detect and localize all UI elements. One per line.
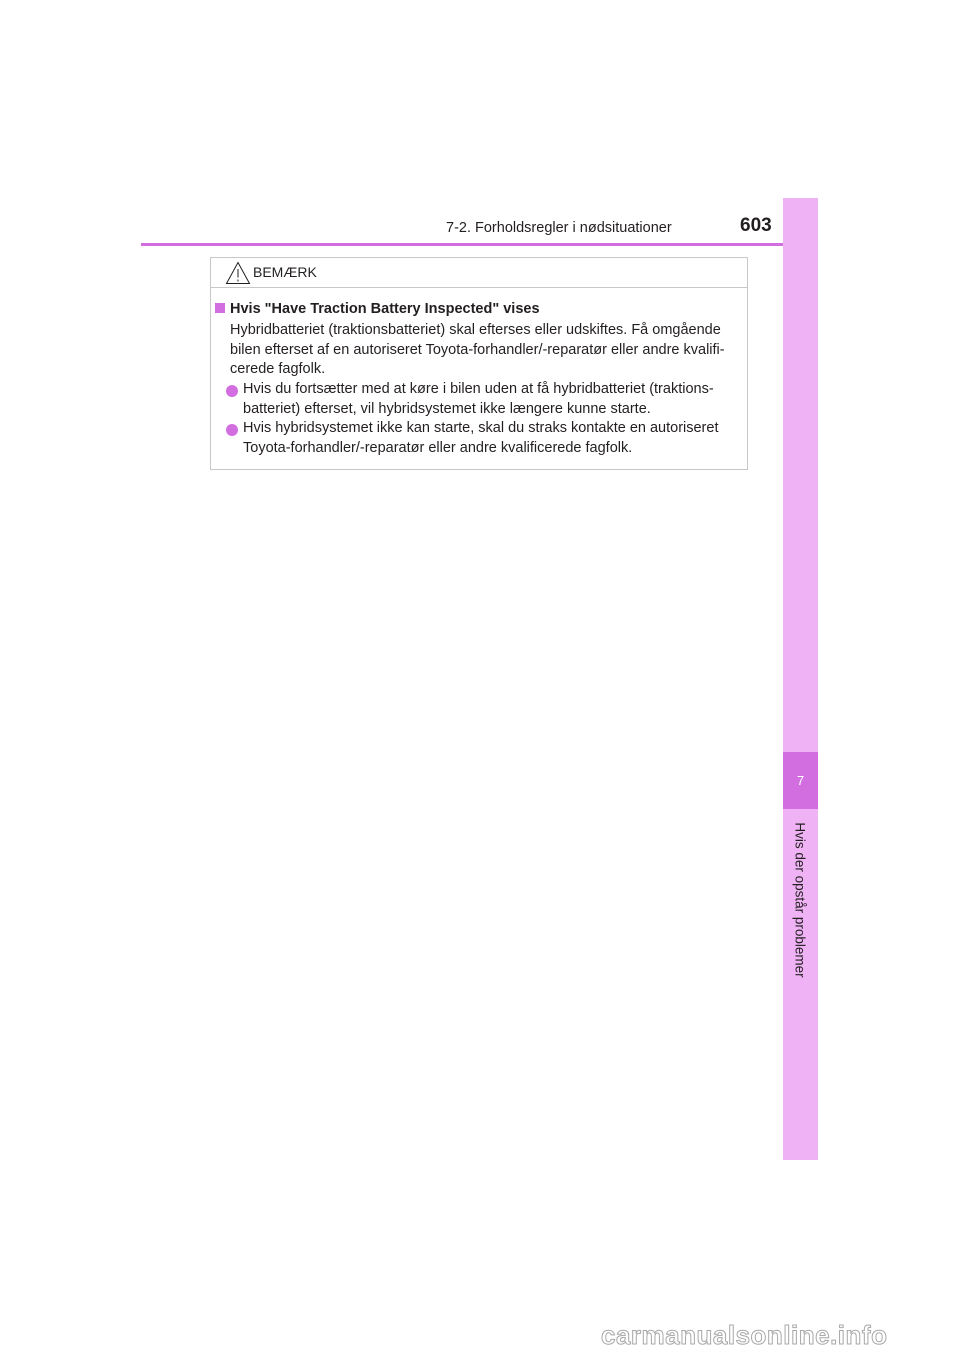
notice-heading (215, 301, 540, 317)
chapter-side-tab (783, 198, 818, 1160)
paragraph-line: bilen efterset af en autoriseret Toyota-forhandler/-reparatør eller andre kvalifi- (230, 341, 725, 358)
header-rule (141, 243, 818, 246)
circle-bullet-icon (226, 385, 238, 397)
section-title: 7-2. Forholdsregler i nødsituationer (446, 220, 672, 236)
bullet-item (243, 380, 743, 419)
watermark-logo (599, 1322, 954, 1350)
watermark-text: carmanualsonline.info (601, 1322, 888, 1350)
chapter-number: 7 (783, 752, 818, 809)
chapter-label: Hvis der opstår problemer (792, 822, 808, 978)
bullet-line: Hvis hybridsystemet ikke kan starte, skal du straks kontakte en autoriseret (243, 420, 719, 436)
bullet-item (243, 419, 743, 458)
square-bullet-icon (215, 303, 225, 313)
bullet-line: Toyota-forhandler/-reparatør eller andre kvalificerede fagfolk. (243, 439, 633, 456)
notice-heading-text: Hvis "Have Traction Battery Inspected" vises (230, 301, 540, 317)
notice-header (211, 258, 747, 288)
circle-bullet-icon (226, 424, 238, 436)
page-number: 603 (740, 215, 772, 236)
bullet-line: Hvis du fortsætter med at køre i bilen uden at få hybridbatteriet (traktions- (243, 381, 714, 397)
bullet-line: batteriet) efterset, vil hybridsystemet ikke længere kunne starte. (243, 400, 651, 417)
notice-box (210, 257, 748, 470)
notice-paragraph (230, 321, 742, 380)
paragraph-line: cerede fagfolk. (230, 361, 326, 377)
warning-triangle-icon (225, 261, 251, 285)
paragraph-line: Hybridbatteriet (traktionsbatteriet) skal efterses eller udskiftes. Få omgående (230, 322, 721, 338)
notice-title: BEMÆRK (253, 264, 317, 280)
